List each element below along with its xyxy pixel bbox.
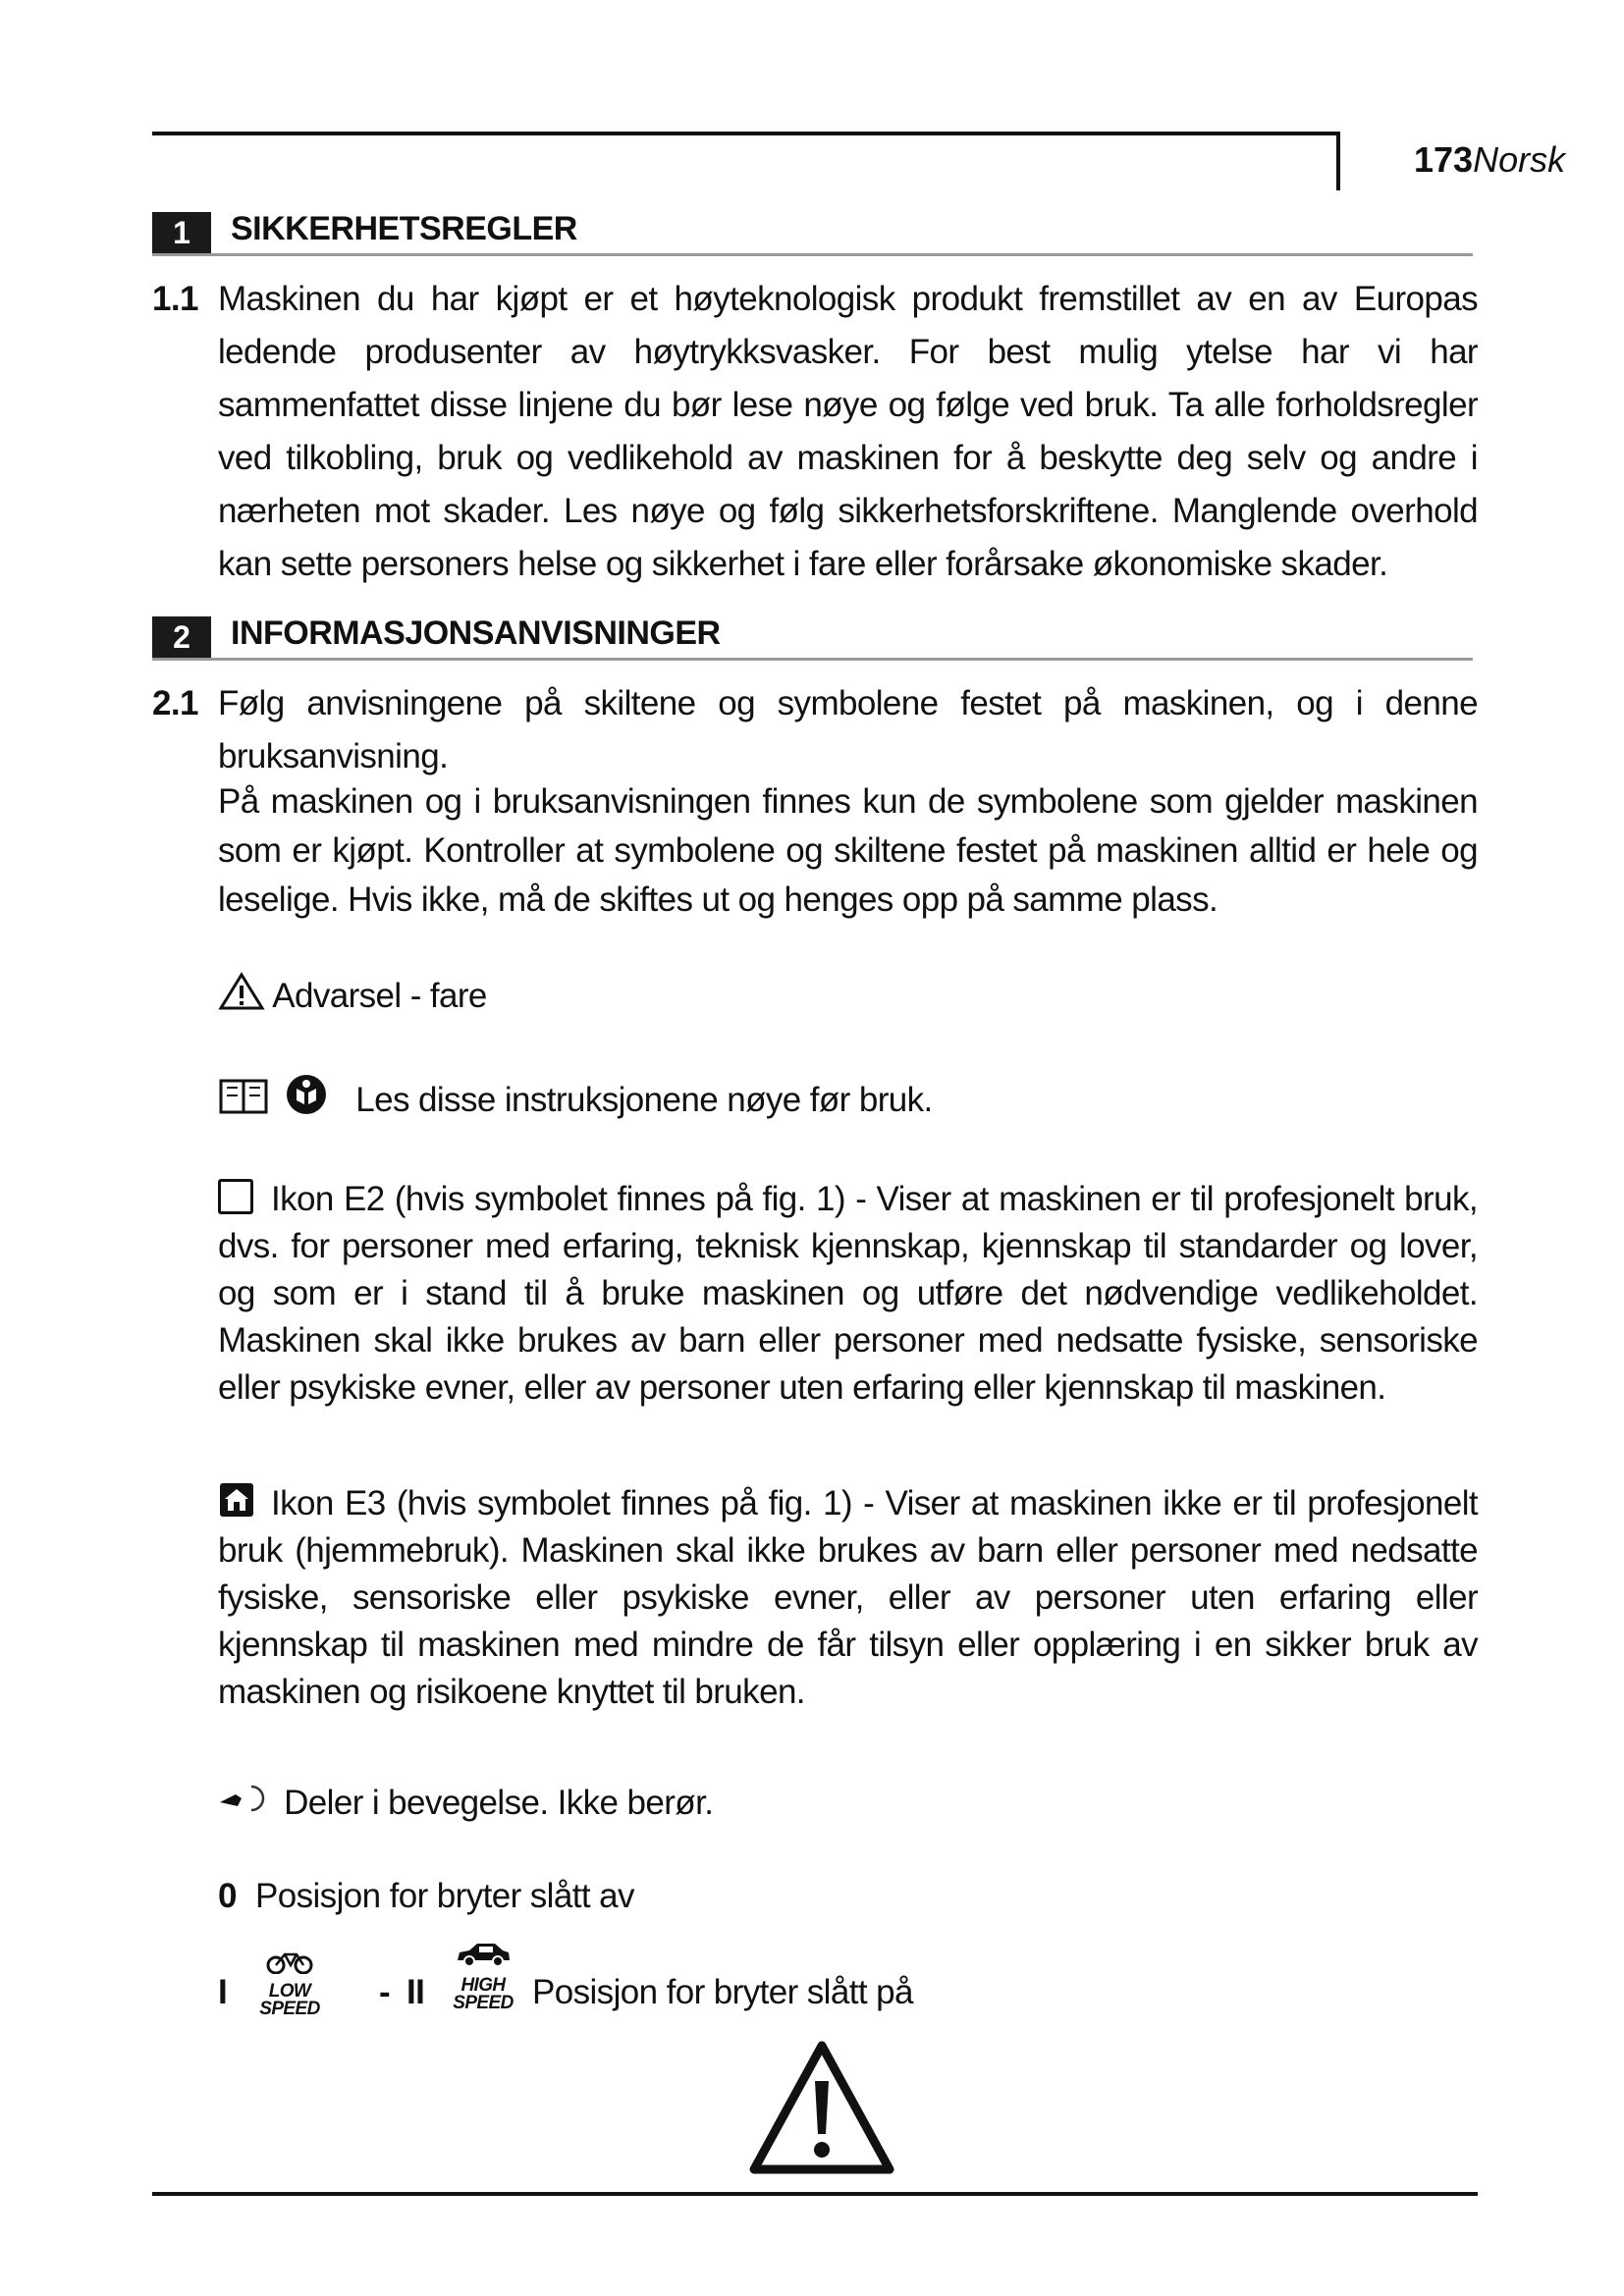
page-number: 173 xyxy=(1414,139,1474,180)
paragraph-text: Maskinen du har kjøpt er et høyteknologisk produkt fremstillet av en av Europas ledende produsenter av høytrykksvasker. For best mulig ytelse har vi har sammenfattet disse linjene du bør lese nøye og følge ved bruk. Ta alle forholdsregler ved tilkobling, bruk og vedlikehold av maskinen for å beskytte deg selv og andre i nærheten mot skader. Les nøye og følg sikkerhetsforskriftene. Manglende overhold kan sette personers helse og sikkerhet i fare eller forårsake økonomiske skader. xyxy=(218,280,1478,583)
moving-parts-icon xyxy=(218,1779,267,1818)
on-label: Posisjon for bryter slått på xyxy=(532,1973,913,2011)
high-speed-word-1: HIGH xyxy=(460,1975,506,1996)
symbol-e2-block xyxy=(218,1176,1478,1412)
low-speed-word-2: SPEED xyxy=(259,1999,320,2019)
warning-label: Advarsel - fare xyxy=(272,977,487,1015)
e2-text: Ikon E2 (hvis symbolet finnes på fig. 1) - Viser at maskinen er til profesjonelt bruk, dvs. for personer med erfaring, teknisk kjennskap, kjennskap til standarder og lover, og som er i stand til å bruke maskinen og utføre det nødvendige vedlikeholdet. Maskinen skal ikke brukes av barn eller personer med nedsatte fysiske, sensoriske eller psykiske evner, eller av personer uten erfaring eller kjennskap til maskinen. xyxy=(218,1180,1478,1407)
paragraph-number: 1.1 xyxy=(152,280,198,318)
high-speed-word-2: SPEED xyxy=(453,1993,514,2013)
large-warning-triangle-icon xyxy=(748,2038,895,2175)
high-speed-badge xyxy=(444,1938,522,2012)
on-symbol-i: I xyxy=(218,1973,228,2011)
off-symbol: 0 xyxy=(218,1877,237,1915)
low-speed-badge xyxy=(255,1944,324,2018)
symbol-read-row xyxy=(218,1072,933,1120)
symbol-on-row xyxy=(218,1944,1102,2022)
book-icon xyxy=(218,1076,269,1115)
e3-text: Ikon E3 (hvis symbolet finnes på fig. 1) - Viser at maskinen ikke er til profesjonelt bruk (hjemmebruk). Maskinen skal ikke brukes av barn eller personer med nedsatte fysiske, sensoriske eller psykiske evner, eller av personer uten erfaring eller kjennskap til maskinen med mindre de får tilsyn eller opplæring i en sikker bruk av maskinen og risikoene knyttet til bruken. xyxy=(218,1484,1478,1711)
dash-separator: - xyxy=(379,1973,391,2011)
section-heading-1 xyxy=(152,204,1473,256)
warning-triangle-icon xyxy=(218,972,265,1011)
off-label: Posisjon for bryter slått av xyxy=(255,1877,634,1915)
moving-parts-label: Deler i bevegelse. Ikke berør. xyxy=(284,1784,714,1822)
section-number: 1 xyxy=(152,212,211,253)
low-speed-word-1: LOW xyxy=(268,1981,311,2002)
paragraph-2-1 xyxy=(152,677,1478,783)
footer-rule xyxy=(152,2192,1478,2196)
on-symbol-ii: II xyxy=(406,1973,425,2011)
paragraph-1-1 xyxy=(152,273,1478,591)
symbol-warning-row xyxy=(218,972,487,1016)
bicycle-icon xyxy=(265,1949,314,1974)
section-title: SIKKERHETSREGLER xyxy=(231,210,577,247)
section-heading-2 xyxy=(152,609,1473,661)
section-title: INFORMASJONSANVISNINGER xyxy=(231,614,721,652)
read-manual-icon xyxy=(284,1072,329,1117)
symbol-moving-parts-row xyxy=(218,1779,713,1823)
symbol-off-row xyxy=(218,1877,634,1916)
home-use-icon xyxy=(218,1481,255,1519)
read-instructions-label: Les disse instruksjonene nøye før bruk. xyxy=(355,1081,933,1119)
high-speed-text xyxy=(444,1977,522,2012)
paragraph-number: 2.1 xyxy=(152,684,198,722)
page-header xyxy=(1414,139,1565,181)
paragraph-2-1-continuation: På maskinen og i bruksanvisningen finnes kun de symbolene som gjelder maskinen som er kjøpt. Kontroller at symbolene og skiltene festet på maskinen alltid er hele og leselige. Hvis ikke, må de skiftes ut og henges opp på samme plass. xyxy=(218,782,1478,919)
low-speed-text xyxy=(255,1983,324,2018)
header-rule-tick xyxy=(1336,132,1340,190)
section-number: 2 xyxy=(152,616,211,658)
paragraph-text: Følg anvisningene på skiltene og symbolene festet på maskinen, og i denne bruksanvisning. xyxy=(218,684,1478,775)
symbol-e3-block xyxy=(218,1480,1478,1716)
header-rule xyxy=(152,132,1340,135)
professional-use-icon xyxy=(218,1179,253,1214)
car-icon xyxy=(454,1941,513,1968)
page-language: Norsk xyxy=(1473,139,1566,180)
